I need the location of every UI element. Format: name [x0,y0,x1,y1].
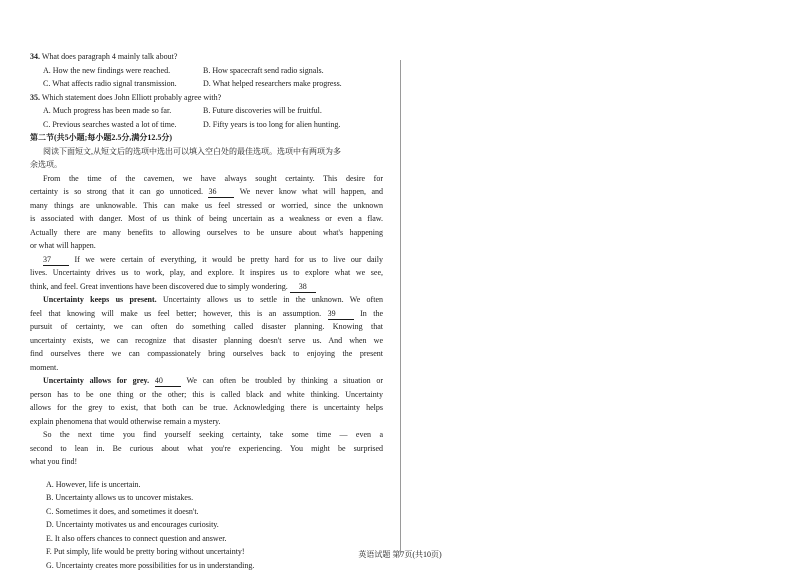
passage-line: or what will happen. [30,241,96,250]
passage-text: second [30,443,53,453]
paragraph-heading: Uncertainty allows for grey. [43,376,150,385]
option-a: A. How the new findings were reached. [43,65,171,75]
passage-text: We can often be troubled by thinking a situation or [186,376,383,385]
passage-text: think, and feel. Great inventions have been discovered due to simply wondering. [30,281,288,291]
page-footer: 英语试题 第7页(共10页) [358,550,442,559]
passage-text: If we were certain of everything, it would be pretty hard for us to live our daily [74,254,383,264]
choice-d: D. Uncertainty motivates us and encourages curiosity. [46,520,219,529]
passage-text: certainty is so strong that it can go unnoticed. [30,187,203,196]
passage-text: In the [360,308,383,318]
section-instruction: 余选项。 [30,160,62,169]
blank-38: 38 [290,282,316,293]
question-text: Which statement does John Elliott probably agree with? [41,92,222,102]
passage-text: Uncertainty allows us to settle in the unknown. We often [162,295,383,304]
passage-line: many things are unknowable. This can make us feel stressed or worried, since the unknown [30,200,383,210]
option-a: A. Much progress has been made so far. [43,106,172,115]
choice-b: B. Uncertainty allows us to uncover mistakes. [46,493,194,502]
passage-line [30,442,383,456]
passage-line: lives. Uncertainty drives us to work, play, and explore. It inspires us to explore what we see, [30,268,383,277]
blank-36: 36 [208,187,234,198]
option-b: B. How spacecraft send radio signals. [203,65,324,75]
passage-line [30,374,383,388]
passage-line [30,253,383,267]
passage-line: is associated with danger. Most of us think of being uncertain as a weakness or even a flaw. [30,214,383,223]
blank-40: 40 [155,376,181,387]
passage-line: moment. [30,362,59,372]
passage-line: explain phenomena that would otherwise remain a mystery. [30,416,221,426]
section-instruction: 阅读下面短文,从短文后的选项中选出可以填入空白处的最佳选项。选项中有两项为多 [43,146,341,156]
blank-39: 39 [328,309,354,320]
options-row [30,77,383,91]
option-b: B. Future discoveries will be fruitful. [203,106,322,115]
passage-line [30,307,383,321]
passage-line [30,185,383,199]
passage-line: pursuit of certainty, we can often do something called disaster planning. Knowing that [30,322,383,331]
options-row [30,118,383,132]
spacer [30,469,383,478]
question-number: 34. [30,52,40,61]
option-c: C. Previous searches wasted a lot of time. [43,119,177,129]
choice-a: A. However, life is uncertain. [46,479,141,489]
choice-e: E. It also offers chances to connect question and answer. [46,533,227,543]
question-number: 35. [30,92,40,102]
passage-text: to lean in. Be curious about what you're experiencing. You might be surprised [60,443,383,453]
question-34 [30,50,383,64]
choice-g: G. Uncertainty creates more possibilities for us in understanding. [46,560,255,570]
passage-line: Actually there are many benefits to allowing ourselves to be unsure about what's happening [30,227,383,237]
passage-line: From the time of the cavemen, we have always sought certainty. This desire for [43,173,383,183]
passage-line: person has to be one thing or the other; this is called black and white thinking. Uncertainty [30,389,383,399]
passage-text: We never know what will happen, and [239,187,383,196]
passage-line: uncertainty exists, we can recognize that disaster planning doesn't serve us. And when we [30,335,383,345]
passage-line: find ourselves there we can compassionately bring ourselves back to enjoying the present [30,349,383,358]
left-column [30,50,383,572]
options-row [30,104,383,118]
question-text: What does paragraph 4 mainly talk about? [41,52,178,61]
section-heading: 第二节(共5小题;每小题2.5分,满分12.5分) [30,133,172,142]
option-d: D. Fifty years is too long for alien hunting. [203,119,341,129]
question-35 [30,91,383,105]
column-divider [400,60,401,555]
passage-line: So the next time you find yourself seeking certainty, take some time — even a [43,430,383,439]
passage-line: what you find! [30,457,78,466]
options-row [30,64,383,78]
passage-text: feel that knowing will make us feel better; however, this is an assumption. [30,308,322,318]
option-d: D. What helped researchers make progress. [203,79,342,88]
passage-line: allows for the grey to exist, that both can be true. Acknowledging there is uncertainty helps [30,403,383,412]
paragraph-heading: Uncertainty keeps us present. [43,295,157,304]
choice-c: C. Sometimes it does, and sometimes it doesn't. [46,506,199,516]
blank-37: 37 [43,255,69,266]
choice-f: F. Put simply, life would be pretty boring without uncertainty! [46,547,245,556]
passage-line [30,280,383,294]
option-c: C. What affects radio signal transmission. [43,79,177,88]
passage-line [30,293,383,307]
